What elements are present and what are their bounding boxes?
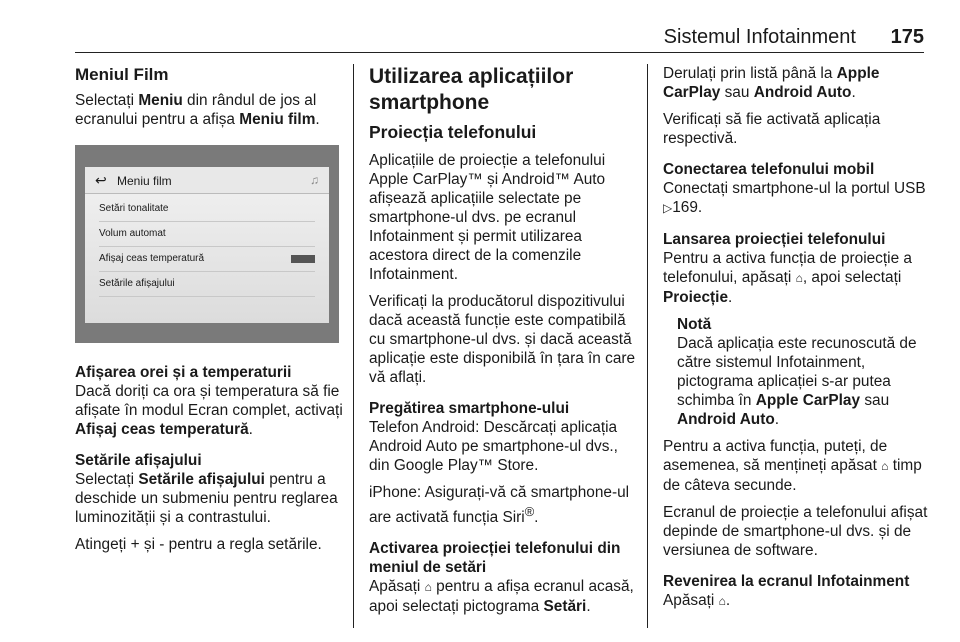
column-2 <box>369 64 637 624</box>
text: Conectați smartphone-ul la portul USB <box>663 180 926 197</box>
text: sau <box>720 84 754 101</box>
bold-text: Setările afișajului <box>138 471 265 488</box>
toggle-switch <box>291 255 315 263</box>
header-title: Sistemul Infotainment <box>663 26 856 48</box>
paragraph <box>369 539 637 616</box>
text: , apoi selectați <box>802 269 902 286</box>
bold-text: Android Auto <box>753 84 852 101</box>
reference-arrow-icon: ▷ <box>663 201 673 215</box>
header-rule <box>75 52 924 53</box>
bold-text: Apple CarPlay <box>755 392 861 409</box>
bold-text: Afișaj ceas temperatură <box>75 421 249 438</box>
text: Apăsați <box>369 578 425 596</box>
run-in-heading: Revenirea la ecranul Infotainment <box>663 573 910 590</box>
home-icon: ⌂ <box>718 594 726 608</box>
note-heading: Notă <box>677 316 712 333</box>
bold-text: Meniu <box>138 92 183 109</box>
menu-row <box>99 272 315 297</box>
text: . <box>774 411 780 428</box>
text: . <box>697 199 703 216</box>
paragraph <box>75 91 343 129</box>
column-1 <box>75 64 343 562</box>
column-separator <box>647 64 648 628</box>
text: timp de câteva secunde. <box>663 457 922 494</box>
home-icon: ⌂ <box>424 580 432 595</box>
menu-row-label: Afișaj ceas temperatură <box>99 253 205 264</box>
paragraph <box>75 451 343 527</box>
main-heading: Utilizarea aplicațiilor smartphone <box>369 65 574 114</box>
menu-row-label: Setările afișajului <box>99 278 175 289</box>
paragraph <box>663 437 931 495</box>
paragraph <box>663 572 931 611</box>
page-header <box>75 24 924 54</box>
column-3 <box>663 64 931 619</box>
page-reference: 169 <box>672 199 698 216</box>
menu-row <box>99 247 315 272</box>
text: . <box>725 592 731 609</box>
text: . <box>728 289 733 306</box>
paragraph <box>663 160 931 218</box>
subheading: Proiecția telefonului <box>369 122 537 142</box>
bold-text: Setări <box>543 598 587 616</box>
text: Dacă doriți ca ora și temperatura să fie afișate în modul Ecran complet, activați <box>75 383 343 419</box>
home-icon: ⌂ <box>795 271 803 285</box>
run-in-heading: Afișarea orei și a temperaturii <box>75 364 292 381</box>
paragraph <box>369 483 637 527</box>
text: din rândul de jos al ecranului pentru a afișa <box>75 92 317 128</box>
text: Apăsați <box>663 592 719 609</box>
text: Dacă aplicația este recunoscută de către sistemul Infotainment, pictograma aplicației s-ar putea schimba în <box>677 335 917 409</box>
bold-text: Apple CarPlay <box>663 65 880 101</box>
menu-row <box>99 222 315 247</box>
text: . <box>315 111 320 128</box>
home-icon: ⌂ <box>881 459 889 473</box>
run-in-heading: Conectarea telefonului mobil <box>663 161 875 178</box>
text: Selectați <box>75 92 139 109</box>
bold-text: Meniu film <box>239 111 316 128</box>
paragraph: Ecranul de proiecție a telefonului afișat depinde de smartphone-ul dvs. și de versiunea de software. <box>663 504 928 559</box>
run-in-heading: Setările afișajului <box>75 452 202 469</box>
bold-text: Android Auto <box>677 411 775 428</box>
paragraph <box>663 230 931 307</box>
screen-topbar <box>85 167 329 194</box>
note-block <box>677 315 931 429</box>
screen-panel <box>85 167 329 323</box>
text: iPhone: Asigurați-vă că smartphone-ul are activată funcția Siri <box>369 484 630 527</box>
paragraph: Atingeți + și - pentru a regla setările. <box>75 536 322 553</box>
menu-row <box>99 197 315 222</box>
section-heading: Meniul Film <box>75 65 169 84</box>
column-separator <box>353 64 354 628</box>
text: . <box>248 421 253 438</box>
menu-row-label: Setări tonalitate <box>99 203 169 214</box>
screen-title: Meniu film <box>117 174 172 188</box>
run-in-heading: Activarea proiecției telefonului din meniul de setări <box>369 540 621 577</box>
text: sau <box>860 392 890 409</box>
run-in-heading: Pregătirea smartphone-ului <box>369 400 570 417</box>
registered-mark: ® <box>524 504 535 519</box>
bold-text: Proiecție <box>663 289 729 306</box>
text: Pentru a activa funcția, puteți, de asemenea, să mențineți apăsat <box>663 438 888 474</box>
text: . <box>851 84 856 101</box>
text: . <box>534 509 539 527</box>
text: Derulați prin listă până la <box>663 65 837 82</box>
paragraph <box>663 64 931 102</box>
paragraph <box>369 399 637 475</box>
film-menu-screenshot <box>75 145 339 343</box>
text: Pentru a activa funcția de proiecție a telefonului, apăsați <box>663 250 912 286</box>
back-arrow-icon: ↩ <box>95 172 107 188</box>
menu-row-label: Volum automat <box>99 228 166 239</box>
music-note-icon: ♫ <box>310 173 319 187</box>
page-number: 175 <box>890 26 924 48</box>
text: Telefon Android: Descărcați aplicația Android Auto pe smartphone-ul dvs., din Google Play™ Store. <box>369 419 618 474</box>
run-in-heading: Lansarea proiecției telefonului <box>663 231 886 248</box>
text: pentru a deschide un submeniu pentru reglarea luminozității și a contrastului. <box>75 471 338 526</box>
text: pentru a afișa ecranul acasă, apoi selectați pictograma <box>369 578 634 616</box>
paragraph: Verificați la producătorul dispozitivului dacă această funcție este compatibilă cu smartphone-ul dvs. și dacă această aplicație este disponibilă în țara în care vă aflați. <box>369 293 636 386</box>
text: . <box>586 598 591 616</box>
paragraph: Aplicațiile de proiecție a telefonului Apple CarPlay™ și Android™ Auto afișează aplicațiile selectate pe smartphone-ul dvs. pe ecranul Infotainment și permit utilizarea acestora direct de la comenzile Infotainment. <box>369 152 606 283</box>
text: Selectați <box>75 471 139 488</box>
paragraph: Verificați să fie activată aplicația respectivă. <box>663 111 881 147</box>
paragraph <box>75 363 343 439</box>
